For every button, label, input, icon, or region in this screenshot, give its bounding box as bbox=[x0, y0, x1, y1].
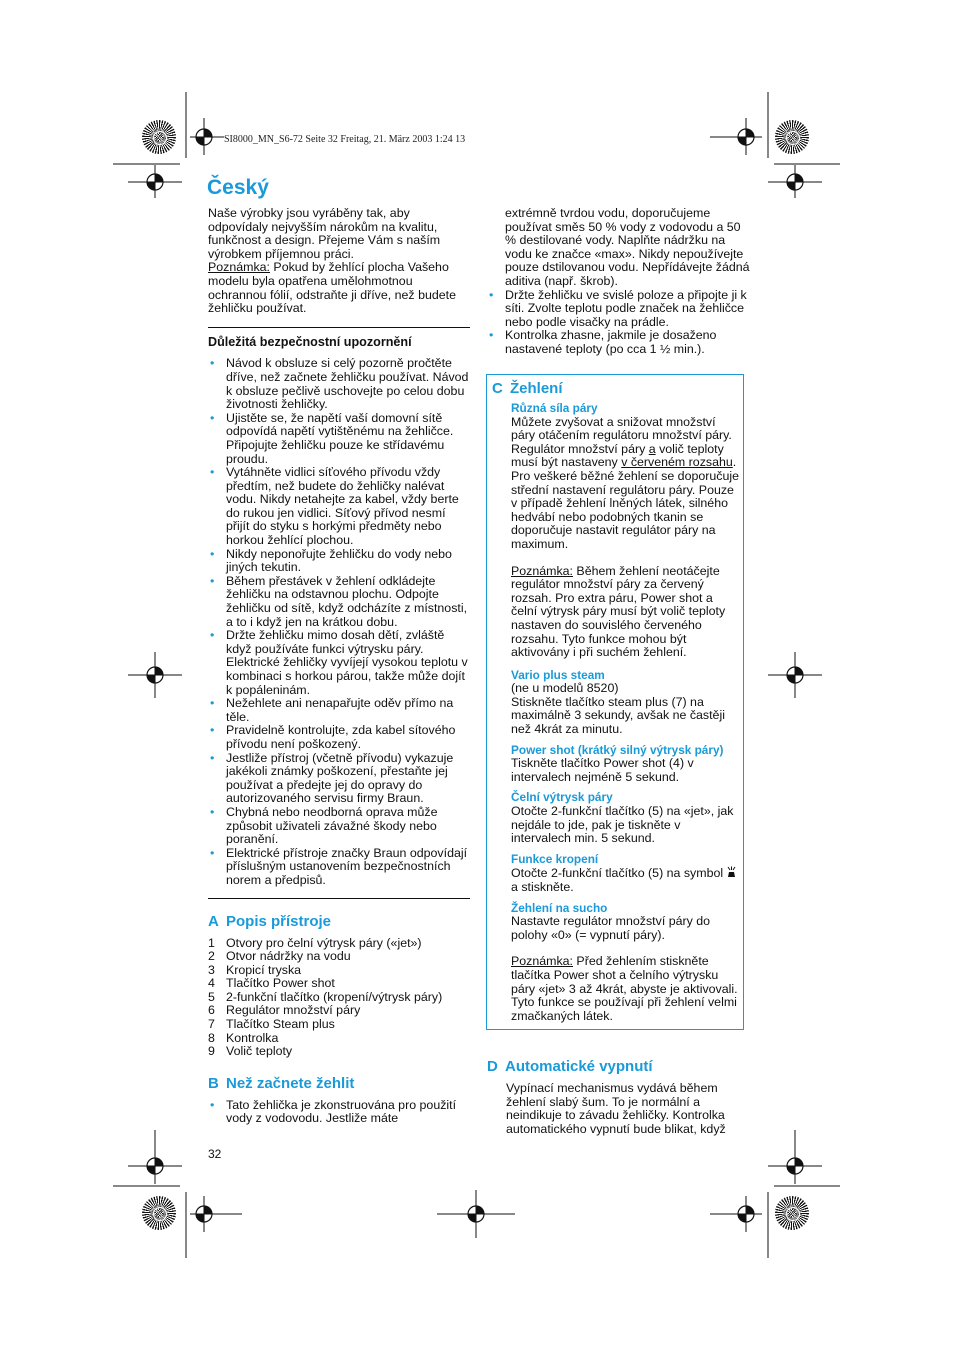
spray-icon bbox=[727, 866, 736, 878]
list-item: • Držte žehličku ve svislé poloze a připojte ji k síti. Zvolte teplotu podle značek na žehličce nebo podle visačky na prádle. bbox=[487, 289, 751, 330]
list-item: • Elektrické přístroje značky Braun odpovídají příslušným ustanovením bezpečnostních norem a předpisů. bbox=[208, 847, 470, 888]
list-item: • Během přestávek v žehlení odkládejte žehličku na odstavnou plochu. Odpojte žehličku od sítě, když odcházíte z místnosti, a to i když jen na krátkou dobu. bbox=[208, 575, 470, 629]
list-item: • Tato žehlička je zkonstruována pro použití vody z vodovodu. Jestliže máte bbox=[208, 1099, 470, 1126]
subheading-spray: Funkce kropení bbox=[511, 851, 599, 866]
vario-plus-models: (ne u modelů 8520) bbox=[511, 681, 619, 696]
note-text: Pokud by žehlící plocha Vašeho modelu byla opatřena umělohmotnou ochrannou fólií, odstraňte ji dříve, než budete žehličku používat. bbox=[208, 260, 456, 316]
divider bbox=[208, 327, 470, 328]
section-b-heading: B Než začnete žehlit bbox=[208, 1074, 355, 1092]
list-item: 8 Kontrolka bbox=[208, 1030, 279, 1045]
ironing-note-2: Poznámka: Před žehlením stiskněte tlačítka Power shot a čelního výtrysku páry «jet» 3 až 4krát, abyste je aktivovali. Tyto funkce se používají při žehlení velmi zmačkaných látek. bbox=[511, 954, 738, 1023]
list-item: • Vytáhněte vidlici síťového přívodu vždy předtím, než budete do žehličky nalévat vodu. Nikdy netahejte za kabel, vždy berte do rukou jen vidlici. Síťový přívod nesmí přijít do styku s horkými předměty nebo horkou žehlící plochou. bbox=[208, 466, 470, 548]
auto-off-text: Vypínací mechanismus vydává během žehlení slabý šum. To je normální a neindikuje to závadu žehličky. Kontrolka automatického vypnutí bude blikat, když bbox=[506, 1081, 726, 1136]
intro-note bbox=[208, 261, 470, 315]
list-item: • Ujistěte se, že napětí vaší domovní sítě odpovídá napětí vytištěnému na žehličce. Připojujte žehličku pouze ke střídavému proudu. bbox=[208, 412, 470, 466]
section-c-content bbox=[492, 380, 742, 1023]
section-c-heading: C Žehlení bbox=[492, 380, 563, 397]
note-label: Poznámka: bbox=[208, 260, 270, 275]
list-item: 5 2-funkční tlačítko (kropení/výtrysk páry) bbox=[208, 989, 443, 1004]
subheading-front-jet: Čelní výtrysk páry bbox=[511, 790, 613, 805]
registration-sunburst-bottom-left bbox=[142, 1196, 176, 1230]
list-item: • Chybná nebo neodborná oprava může způsobit uživateli závažné škody nebo poranění. bbox=[208, 806, 470, 847]
registration-sunburst-top-left bbox=[142, 120, 176, 154]
preparation-list bbox=[208, 1099, 470, 1126]
page-number: 32 bbox=[208, 1147, 222, 1161]
safety-heading: Důležitá bezpečnostní upozornění bbox=[208, 334, 412, 349]
preparation-continued: extrémně tvrdou vodu, doporučujeme používat směs 50 % vody z vodovodu a 50 % destilované vody. Naplňte nádržku na vodu ke značce «max». Nikdy nepoužívejte pouze dstilovanou vodu. Nepřídávejte žádná aditiva (např. škrob). bbox=[505, 206, 750, 288]
list-item: 9 Volič teploty bbox=[208, 1044, 293, 1059]
left-column bbox=[208, 207, 470, 1126]
safety-list bbox=[208, 357, 470, 887]
steam-strength-text: Můžete zvyšovat a snižovat množství páry otáčením regulátoru množství páry. Regulátor množství páry a volič teploty musí být nastaveny v červeném rozsahu. bbox=[511, 414, 737, 470]
intro-text: Naše výrobky jsou vyráběny tak, aby odpovídaly nejvyšším nárokům na kvalitu, funkčnost a design. Přejeme Vám s naším výrobkem příjemnou práci. bbox=[208, 206, 441, 261]
list-item: • Pravidelně kontrolujte, zda kabel sítového přívodu není poškozený. bbox=[208, 724, 470, 751]
list-item: 4 Tlačítko Power shot bbox=[208, 976, 335, 991]
front-jet-text: Otočte 2-funkční tlačítko (5) na «jet», jak nejdále to jde, pak je tiskněte v intervalech min. 5 sekund. bbox=[511, 804, 734, 846]
subheading-vario-plus: Vario plus steam bbox=[511, 667, 605, 682]
section-d-heading: D Automatické vypnutí bbox=[487, 1058, 653, 1075]
registration-sunburst-bottom-right bbox=[775, 1196, 809, 1230]
list-item: • Jestliže přístroj (včetně přívodu) vykazuje jakékoli známky poškození, přestaňte jej používat a předejte jej do opravy do autorizovaného servisu firmy Braun. bbox=[208, 752, 470, 806]
registration-sunburst-top-right bbox=[775, 120, 809, 154]
page-title: Český bbox=[207, 176, 269, 199]
list-item: 3 Kropicí tryska bbox=[208, 962, 302, 977]
list-item: 6 Regulátor množství páry bbox=[208, 1003, 361, 1018]
right-column bbox=[505, 207, 751, 357]
ironing-note: Poznámka: Během žehlení neotáčejte regulátor množství páry za červený rozsah. Pro extra páru, Power shot a čelní výtrysk páry musí být volič teploty nastaven do souvislého červeného rozsahu. Tyto funkce mohou být aktivovány i při suchém žehlení. bbox=[511, 563, 726, 660]
print-header: SI8000_MN_S6-72 Seite 32 Freitag, 21. März 2003 1:24 13 bbox=[224, 134, 466, 145]
list-item: • Nežehlete ani nenapařujte oděv přímo na těle. bbox=[208, 697, 470, 724]
list-item: • Držte žehličku mimo dosah dětí, zvláště když používáte funkci výtrysku páry. Elektrické žehličky vyvíjejí vysokou teplotu v kombinaci s horkou párou, takže může dojít k popáleninám. bbox=[208, 629, 470, 697]
section-d bbox=[487, 1058, 749, 1136]
vario-plus-text: Stiskněte tlačítko steam plus (7) na maximálně 3 sekundy, avšak ne častěji než 4krát za minutu. bbox=[511, 694, 725, 737]
power-shot-text: Tiskněte tlačítko Power shot (4) v intervalech nejméně 5 sekund. bbox=[511, 756, 694, 784]
dry-ironing-text: Nastavte regulátor množství páry do polohy «0» (= vypnutí páry). bbox=[511, 914, 711, 942]
list-item: 2 Otvor nádržky na vodu bbox=[208, 949, 351, 964]
preparation-list-continued bbox=[487, 289, 751, 357]
subheading-power-shot: Power shot (krátký silný výtrysk páry) bbox=[511, 742, 724, 757]
list-item: 1 Otvory pro čelní výtrysk páry («jet») bbox=[208, 935, 422, 950]
list-item: • Návod k obsluze si celý pozorně pročtěte dříve, než začnete žehličku používat. Návod k obsluze pečlivě uschovejte po celou dobu životnosti žehličky. bbox=[208, 357, 470, 411]
subheading-steam-strength: Různá síla páry bbox=[511, 401, 598, 415]
subheading-dry-ironing: Žehlení na sucho bbox=[511, 900, 608, 915]
spray-text: Otočte 2-funkční tlačítko (5) na symbol a stiskněte. bbox=[511, 866, 742, 894]
divider bbox=[208, 898, 470, 899]
parts-list bbox=[208, 937, 470, 1059]
list-item: 7 Tlačítko Steam plus bbox=[208, 1017, 335, 1032]
list-item: • Kontrolka zhasne, jakmile je dosaženo nastavené teploty (po cca 1 ½ min.). bbox=[487, 329, 751, 356]
section-a-heading: A Popis přístroje bbox=[208, 912, 332, 930]
list-item: • Nikdy neponořujte žehličku do vody nebo jiných tekutin. bbox=[208, 548, 470, 575]
steam-strength-text-2: Pro veškeré běžné žehlení se doporučuje střední nastavení regulátoru páry. Pouze v případě žehlení lněných látek, silného hedvábí nebo podobných tkanin se doporučuje nastavit regulátor páry na maximum. bbox=[511, 468, 739, 551]
